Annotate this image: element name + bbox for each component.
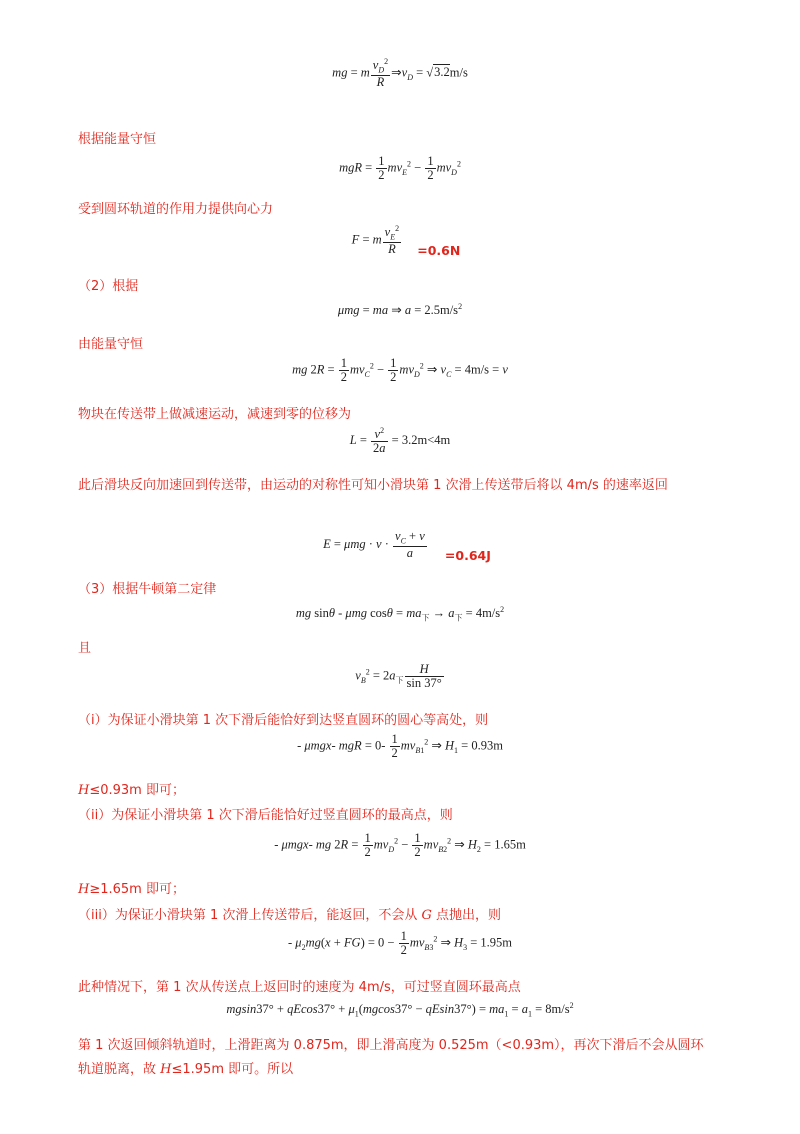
text-centripetal: 受到圆环轨道的作用力提供向心力: [78, 202, 274, 217]
text-part3: （3）根据牛顿第二定律: [78, 582, 217, 597]
text-case-iii: （iii）为保证小滑块第 1 次滑上传送带后，能返回，不会从 G 点抛出，则: [78, 908, 502, 923]
text-conclusion-2: 轨道脱离，故 H≤1.95m 即可。所以: [78, 1062, 294, 1077]
equation-vd: mg = m $\frac{v_D^2}{R}$ $\Rightarrow v_D = √3.2m/s$: [332, 57, 468, 90]
equation-vB: $v_B^2 = 2a_下$ $\frac{H}{\sin 37^\circ}$: [355, 662, 442, 691]
text-conclusion-1: 第 1 次返回倾斜轨道时，上滑距离为 0.875m，即上滑高度为 0.525m（<0.93m），再次下滑后不会从圆环: [78, 1038, 704, 1053]
text-and: 且: [78, 641, 92, 656]
equation-slope-accel: mg sinθ - μmg $\cos\theta = ma_下 \to a_下 = 4m/s^2$: [295, 605, 505, 623]
equation-H1: - μmgx- mgR = 0- $\frac{1}{2}$ $mv_{B1}^2$ ⇒ $H_1 = 0.93m$: [297, 732, 503, 761]
equation-L: L = $\frac{v^2}{2a}$ = 3.2m<4m: [349, 426, 451, 456]
text-return: 此后滑块反向加速回到传送带，由运动的对称性可知小滑块第 1 次滑上传送带后将以 4m/s 的速率返回: [78, 478, 668, 493]
text-part2: （2）根据: [78, 279, 139, 294]
equation-mgR: mgR = $\frac{1}{2}$ $mv_E^2$ − $\frac{1}{2}$ $mv_D^2$: [339, 154, 461, 183]
answer-force: =0.6N: [417, 243, 461, 259]
equation-H3: - $\mu_2mg(x + FG) = 0$ − $\frac{1}{2}$ $mv_{B3}^2$ ⇒ $H_3 = 1.95m$: [288, 929, 512, 958]
equation-energy: E = μmg · v · $\frac{v_C + v}{a}$ =0.64J: [323, 529, 491, 563]
equation-accel: μmg = ma ⇒ $a = 2.5m/s^2$: [337, 302, 463, 318]
text-highest-point: 此种情况下，第 1 次从传送点上返回时的速度为 4m/s，可过竖直圆环最高点: [78, 980, 521, 995]
equation-vc: mg 2R = $\frac{1}{2}$ $mv_C^2$ − $\frac{1}{2}$ $mv_D^2$ ⇒ $v_C = 4m/s = v$: [292, 356, 508, 385]
text-energy-conservation: 根据能量守恒: [78, 132, 157, 147]
equation-force: F = m $\frac{v_E^2}{R}$ =0.6N: [351, 224, 461, 259]
text-deceleration: 物块在传送带上做减速运动，减速到零的位移为: [78, 407, 352, 422]
answer-energy: =0.64J: [444, 547, 491, 563]
text-case-ii: （ii）为保证小滑块第 1 次下滑后能恰好过竖直圆环的最高点，则: [78, 808, 453, 823]
text-energy-conservation-2: 由能量守恒: [78, 337, 144, 352]
equation-a1: $mgsin37^\circ + qEcos37^\circ + \mu_1(mgcos37^\circ - qEsin37^\circ) = ma_1 = a_1 = 8m/s^2$: [226, 1001, 574, 1019]
text-case-i: （i）为保证小滑块第 1 次下滑后能恰好到达竖直圆环的圆心等高处，则: [78, 713, 489, 728]
equation-H2: - μmgx- mg 2R = $\frac{1}{2}$ $mv_D^2$ − $\frac{1}{2}$ $mv_{B2}^2$ ⇒ $H_2 = 1.65m$: [274, 831, 526, 860]
text-result-i: H≤0.93m 即可；: [78, 783, 185, 798]
text-result-ii: H≥1.65m 即可；: [78, 882, 185, 897]
